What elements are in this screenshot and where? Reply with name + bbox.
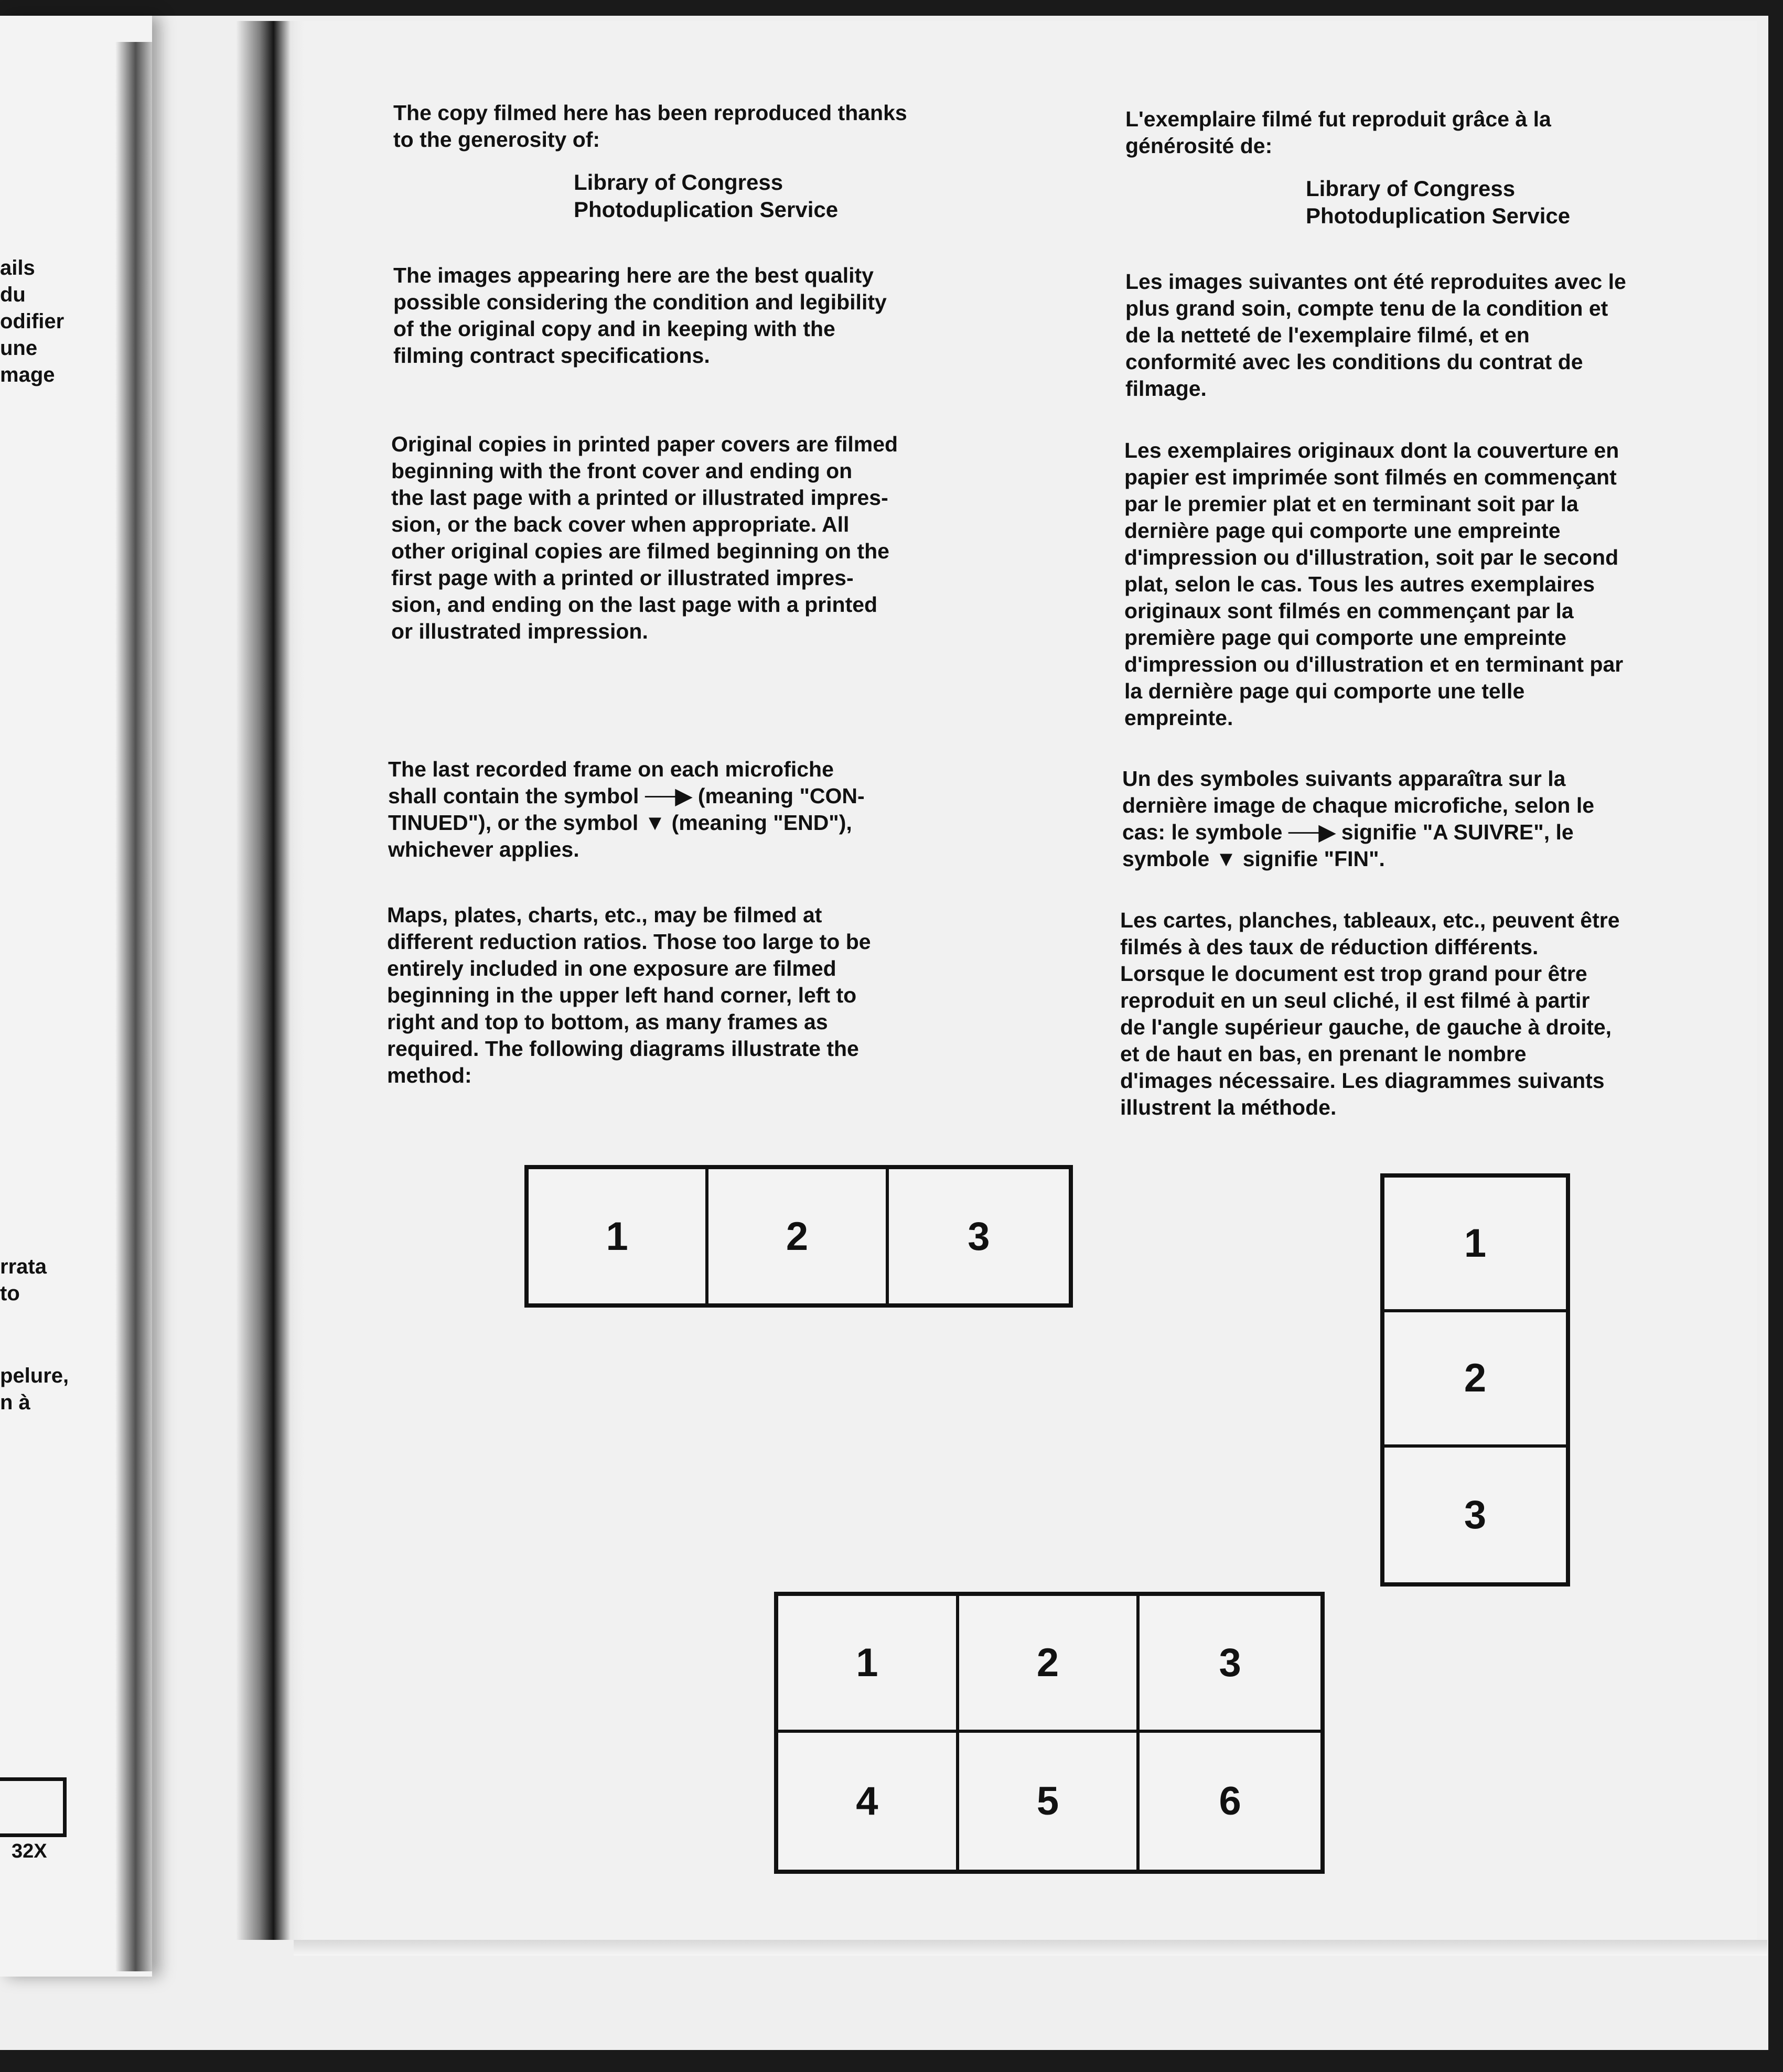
frame-cell: 6 <box>1219 1779 1241 1823</box>
left-fragment: une <box>0 337 38 360</box>
fr-credit-line1: Library of Congress <box>1306 176 1516 201</box>
en-quality-paragraph: The images appearing here are the best quality possible considering the condition and legibility of the original copy and in keeping with the filming contract specifications. <box>393 263 887 368</box>
diagram-grid-frames <box>774 1592 1325 1874</box>
fr-maps-paragraph: Les cartes, planches, tableaux, etc., peuvent être filmés à des taux de réduction différents. Lorsque le document est trop grand pour être reproduit en un seul cliché, il est filmé à partir de l'angle supérieur gauche, de gauche à droite, et de haut en bas, en prenant le nombre d'images nécessaire. Les diagrammes suivants illustrent la méthode. <box>1120 908 1620 1119</box>
en-covers-paragraph: Original copies in printed paper covers are filmed beginning with the front cover and ending on the last page with a printed or illustrated impres- sion, or the back cover when appropriate. All other original copies are filmed beginning on the first page with a printed or illustrated impres- sion, and ending on the last page with a printed or illustrated impression. <box>391 432 898 643</box>
frame-cell: 4 <box>778 1733 959 1870</box>
left-fragment: n à <box>0 1391 30 1414</box>
en-credit-intro: The copy filmed here has been reproduced thanks to the generosity of: <box>393 101 907 152</box>
frame-cell: 2 <box>708 1169 888 1303</box>
binding-gutter <box>236 21 304 1940</box>
page-bottom-edge <box>294 1940 1767 1956</box>
left-fragment: mage <box>0 363 55 386</box>
fr-credit-intro: L'exemplaire filmé fut reproduit grâce à la générosité de: <box>1125 107 1551 158</box>
reduction-swatch <box>0 1777 67 1837</box>
left-fragment: to <box>0 1282 20 1305</box>
left-fragment: rrata <box>0 1255 47 1278</box>
en-credit-line2: Photoduplication Service <box>574 197 839 222</box>
left-fragment: odifier <box>0 310 65 333</box>
frame-cell: 3 <box>968 1214 990 1259</box>
diagram-vertical-frames <box>1380 1173 1570 1587</box>
frame-cell: 2 <box>959 1596 1140 1733</box>
left-fragment: pelure, <box>0 1364 69 1387</box>
diagram-horizontal-frames <box>524 1165 1073 1308</box>
en-symbols-paragraph: The last recorded frame on each microfiche shall contain the symbol ──▶ (meaning "CON- TINUED"), or the symbol ▼ (meaning "END"), whichever applies. <box>388 757 865 861</box>
en-credit-institution <box>574 169 838 223</box>
frame-cell: 3 <box>1140 1596 1320 1733</box>
reduction-label: 32X <box>12 1840 47 1862</box>
left-fragment: du <box>0 283 26 306</box>
fr-symbols-paragraph: Un des symboles suivants apparaîtra sur la dernière image de chaque microfiche, selon le cas: le symbole ──▶ signifie "A SUIVRE", le symbole ▼ signifie "FIN". <box>1122 767 1595 871</box>
fr-covers-paragraph: Les exemplaires originaux dont la couverture en papier est imprimée sont filmés en commençant par le premier plat et en terminant soit par la dernière page qui comporte une empreinte d'impression ou d'illustration, soit par le second plat, selon le cas. Tous les autres exemplaires originaux sont filmés en commençant par la première page qui comporte une empreinte d'impression ou d'illustration et en terminant par la dernière page qui comporte une telle empreinte. <box>1124 438 1624 730</box>
en-maps-paragraph: Maps, plates, charts, etc., may be filmed at different reduction ratios. Those too large to be entirely included in one exposure are filmed beginning in the upper left hand corner, left to right and top to bottom, as many frames as required. The following diagrams illustrate the method: <box>387 903 871 1087</box>
fr-quality-paragraph: Les images suivantes ont été reproduites avec le plus grand soin, compte tenu de la condition et de la netteté de l'exemplaire filmé, et en conformité avec les conditions du contrat de filmage. <box>1125 269 1626 401</box>
left-fragment: ails <box>0 256 35 279</box>
frame-cell: 3 <box>1464 1492 1487 1537</box>
fr-credit-institution <box>1306 175 1570 230</box>
fr-credit-line2: Photoduplication Service <box>1306 203 1571 228</box>
page-edge-shadow <box>115 42 152 1971</box>
en-credit-line1: Library of Congress <box>574 170 783 195</box>
frame-cell: 2 <box>1384 1312 1566 1447</box>
frame-cell: 1 <box>529 1169 708 1303</box>
frame-cell: 5 <box>959 1733 1140 1870</box>
frame-cell: 1 <box>778 1596 959 1733</box>
frame-cell: 1 <box>1384 1178 1566 1312</box>
